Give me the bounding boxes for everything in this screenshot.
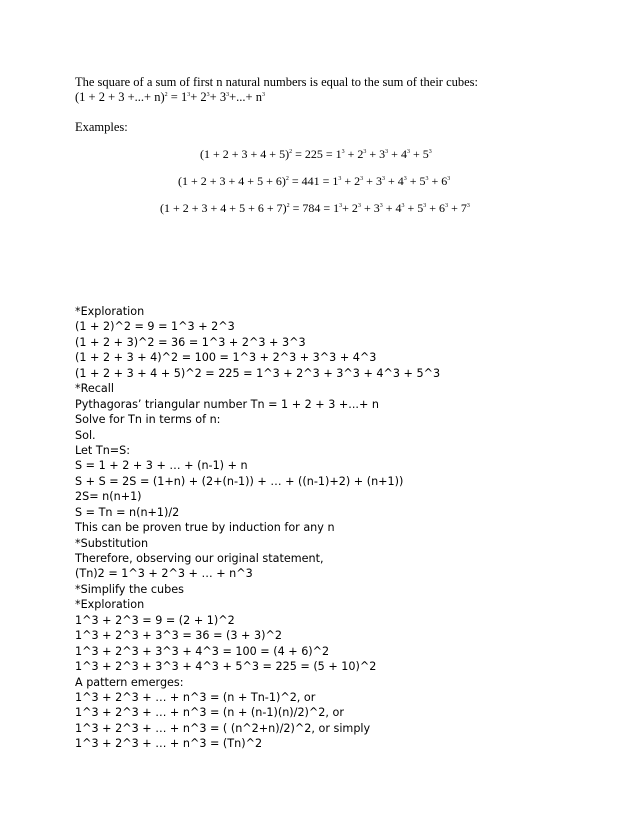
note-line: (1 + 2 + 3)^2 = 36 = 1^3 + 2^3 + 3^3 (75, 335, 306, 349)
note-line: (1 + 2 + 3 + 4)^2 = 100 = 1^3 + 2^3 + 3^3 + 4^3 (75, 351, 377, 365)
note-line: (Tn)2 = 1^3 + 2^3 + … + n^3 (75, 567, 253, 581)
note-line: Let Tn=S: (75, 443, 131, 457)
note-line: Sol. (75, 428, 96, 442)
note-line: This can be proven true by induction for any n (75, 521, 335, 535)
note-line: 1^3 + 2^3 + … + n^3 = (n + (n-1)(n)/2)^2, or (75, 706, 344, 720)
note-line: (1 + 2 + 3 + 4 + 5)^2 = 225 = 1^3 + 2^3 + 3^3 + 4^3 + 5^3 (75, 366, 441, 380)
note-line: Solve for Tn in terms of n: (75, 413, 221, 427)
note-line: 1^3 + 2^3 + … + n^3 = (Tn)^2 (75, 737, 263, 751)
examples-heading: Examples: (75, 120, 128, 134)
note-line: 1^3 + 2^3 + … + n^3 = (n + Tn-1)^2, or (75, 690, 316, 704)
note-line: 1^3 + 2^3 + 3^3 = 36 = (3 + 3)^2 (75, 629, 282, 643)
note-line: 1^3 + 2^3 + 3^3 + 4^3 + 5^3 = 225 = (5 + 10)^2 (75, 660, 377, 674)
note-line: (1 + 2)^2 = 9 = 1^3 + 2^3 (75, 320, 235, 334)
note-line: 1^3 + 2^3 + … + n^3 = ( (n^2+n)/2)^2, or simply (75, 721, 371, 735)
note-line: Therefore, observing our original statement, (75, 552, 324, 565)
note-line: 2S= n(n+1) (75, 490, 142, 504)
intro-formula: (1 + 2 + 3 +...+ $n)^2 = 1^3+ 2^3+ 3^3+...+ n^3$ (75, 90, 265, 104)
note-line: S = Tn = n(n+1)/2 (75, 505, 180, 519)
note-line: *Recall (75, 382, 114, 396)
notes-block (75, 304, 440, 752)
note-line: Pythagoras’ triangular number Tn = 1 + 2 + 3 +...+ n (75, 397, 379, 411)
intro-statement: The square of a sum of first n natural numbers is equal to the sum of their cubes: (75, 75, 479, 89)
example-equation: $(1 + 2 + 3 + 4 + 5 + 6 + 7)^2 = 784 = 1^3+ 2^3 + 3^3 + 4^3 + 5^3 + 6^3 + 7^3$ (160, 201, 470, 215)
note-line: S = 1 + 2 + 3 + … + (n-1) + n (75, 459, 248, 473)
note-line: *Simplify the cubes (75, 582, 184, 596)
note-line: *Exploration (75, 598, 145, 612)
note-line: 1^3 + 2^3 = 9 = (2 + 1)^2 (75, 613, 235, 627)
note-line: S + S = 2S = (1+n) + (2+(n-1)) + … + ((n-1)+2) + (n+1)) (75, 474, 404, 488)
example-equation: $(1 + 2 + 3 + 4 + 5 + 6)^2 = 441 = 1^3 + 2^3 + 3^3 + 4^3 + 5^3 + 6^3$ (178, 174, 451, 188)
note-line: A pattern emerges: (75, 675, 184, 689)
note-line: *Exploration (75, 305, 145, 318)
example-equation: $(1 + 2 + 3 + 4 + 5)^2 = 225 = 1^3 + 2^3 + 3^3 + 4^3 + 5^3$ (200, 147, 432, 161)
note-line: 1^3 + 2^3 + 3^3 + 4^3 = 100 = (4 + 6)^2 (75, 644, 330, 658)
note-line: *Substitution (75, 536, 149, 550)
